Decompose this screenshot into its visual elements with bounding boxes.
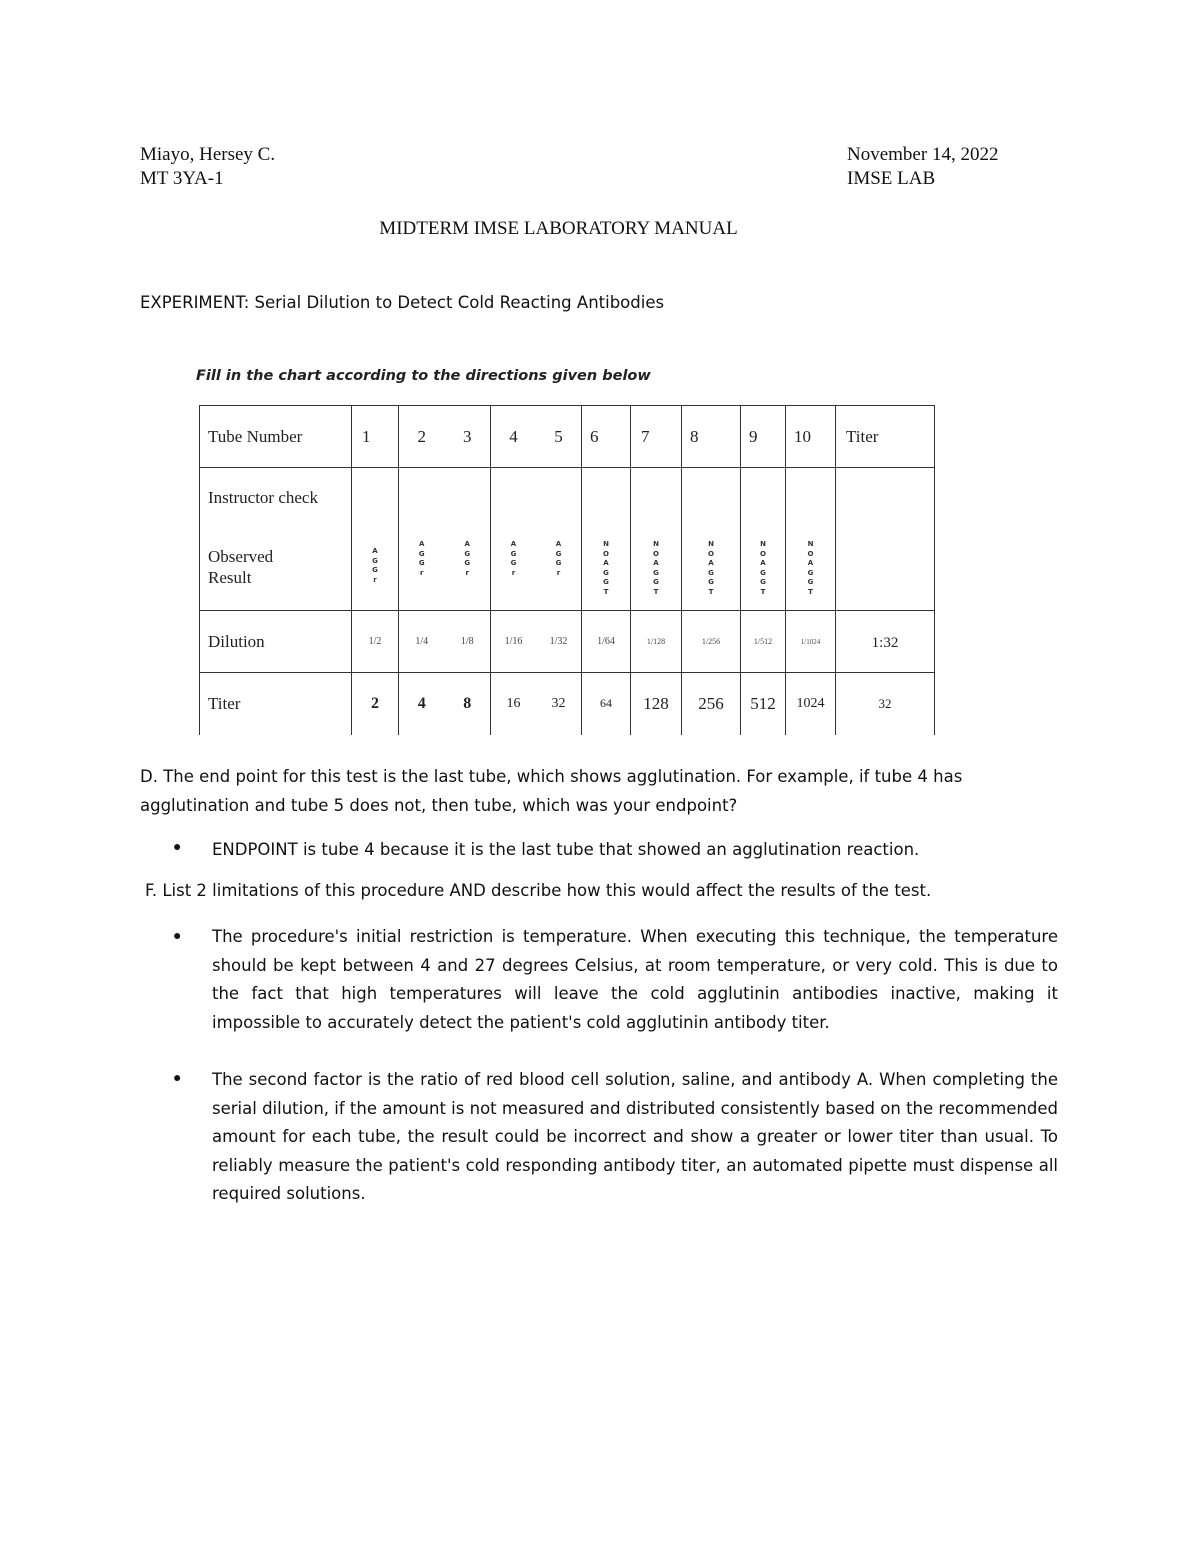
dilution-table: [199, 405, 935, 735]
titer-9: 512: [750, 693, 776, 713]
observed-1: A G G r: [372, 547, 378, 584]
observed-7: N O A G G T: [653, 540, 659, 596]
question-d: D. The end point for this test is the last tube, which shows agglutination. For example, if tube 4 has agglutination and tube 5 does not, then tube, which was your endpoint?: [140, 767, 963, 815]
dilution-10: 1/1024: [800, 638, 821, 646]
tube-7: 7: [641, 426, 650, 446]
table-row-observed: [200, 468, 935, 611]
table-row-tube-number: [200, 406, 935, 468]
tube-5: 5: [554, 426, 563, 446]
observed-3: A G G r: [464, 540, 471, 577]
answer-f1: The procedure's initial restriction is temperature. When executing this technique, the temperature should be kept between 4 and 27 degrees Celsius, at room temperature, or very cold. This is due to the fact that high temperatures will leave the cold agglutinin antibodies inactive, making it impossible to accurately detect the patient's cold agglutinin antibody titer.: [212, 927, 1058, 1032]
observed-6: N O A G G T: [603, 540, 609, 596]
table-row-dilution: [200, 611, 935, 673]
answer-d: ENDPOINT is tube 4 because it is the last tube that showed an agglutination reaction.: [212, 840, 920, 859]
titer-3: 8: [463, 694, 472, 712]
observed-9: N O A G G T: [760, 540, 766, 596]
experiment-line: EXPERIMENT: Serial Dilution to Detect Cold Reacting Antibodies: [140, 293, 665, 312]
titer-2: 4: [417, 694, 426, 712]
tube-8: 8: [690, 426, 699, 446]
tube-4: 4: [509, 426, 518, 446]
question-f: F. List 2 limitations of this procedure AND describe how this would affect the results of the test.: [145, 881, 932, 900]
titer-8: 256: [698, 693, 724, 713]
label-titer: Titer: [200, 673, 352, 735]
chart-caption: Fill in the chart according to the directions given below: [196, 368, 651, 384]
titer-6: 64: [600, 696, 612, 711]
dilution-6: 1/64: [597, 636, 615, 647]
observed-10: N O A G G T: [807, 540, 814, 596]
student-section: MT 3YA-1: [140, 168, 224, 189]
dilution-4: 1/16: [504, 636, 523, 647]
tube-10: 10: [794, 426, 811, 446]
dilution-3: 1/8: [460, 636, 474, 647]
titer-1: 2: [371, 694, 379, 712]
dilution-8: 1/256: [701, 637, 721, 646]
titer-header: Titer: [846, 426, 879, 446]
observed-4: A G G r: [510, 540, 517, 577]
dilution-1: 1/2: [368, 636, 382, 647]
tube-1: 1: [362, 426, 371, 446]
observed-2: A G G r: [418, 540, 425, 577]
bullet-icon: ●: [173, 840, 182, 855]
tube-2: 2: [417, 426, 426, 446]
report-date: November 14, 2022: [847, 144, 999, 165]
dilution-7: 1/128: [646, 637, 666, 646]
label-dilution: Dilution: [200, 611, 352, 673]
bullet-icon: ●: [173, 1071, 182, 1086]
page-title: MIDTERM IMSE LABORATORY MANUAL: [379, 218, 738, 239]
label-observed-result: Observed Result: [208, 547, 274, 587]
bullet-icon: ●: [173, 929, 182, 944]
dilution-9: 1/512: [753, 637, 773, 646]
label-instructor-check: Instructor check: [208, 488, 318, 507]
tube-6: 6: [590, 426, 599, 446]
course-name: IMSE LAB: [847, 168, 936, 189]
titer-result: 32: [878, 695, 892, 711]
tube-3: 3: [463, 426, 472, 446]
answer-f2: The second factor is the ratio of red blood cell solution, saline, and antibody A. When completing the serial dilution, if the amount is not measured and distributed consistently based on the recommended amount for each tube, the result could be incorrect and show a greater or lower titer than usual. To reliably measure the patient's cold responding antibody titer, an automated pipette must dispense all required solutions.: [212, 1070, 1058, 1203]
dilution-5: 1/32: [549, 636, 568, 647]
dilution-result: 1:32: [871, 634, 899, 651]
student-name: Miayo, Hersey C.: [140, 144, 276, 165]
table-row-titer: [200, 673, 935, 735]
observed-8: N O A G G T: [708, 540, 714, 596]
titer-4: 16: [506, 695, 521, 711]
tube-9: 9: [749, 426, 758, 446]
titer-5: 32: [551, 695, 566, 711]
observed-5: A G G r: [555, 540, 562, 577]
titer-10: 1024: [796, 695, 825, 711]
label-tube-number: Tube Number: [200, 406, 352, 468]
titer-7: 128: [643, 693, 669, 713]
dilution-2: 1/4: [415, 636, 429, 647]
